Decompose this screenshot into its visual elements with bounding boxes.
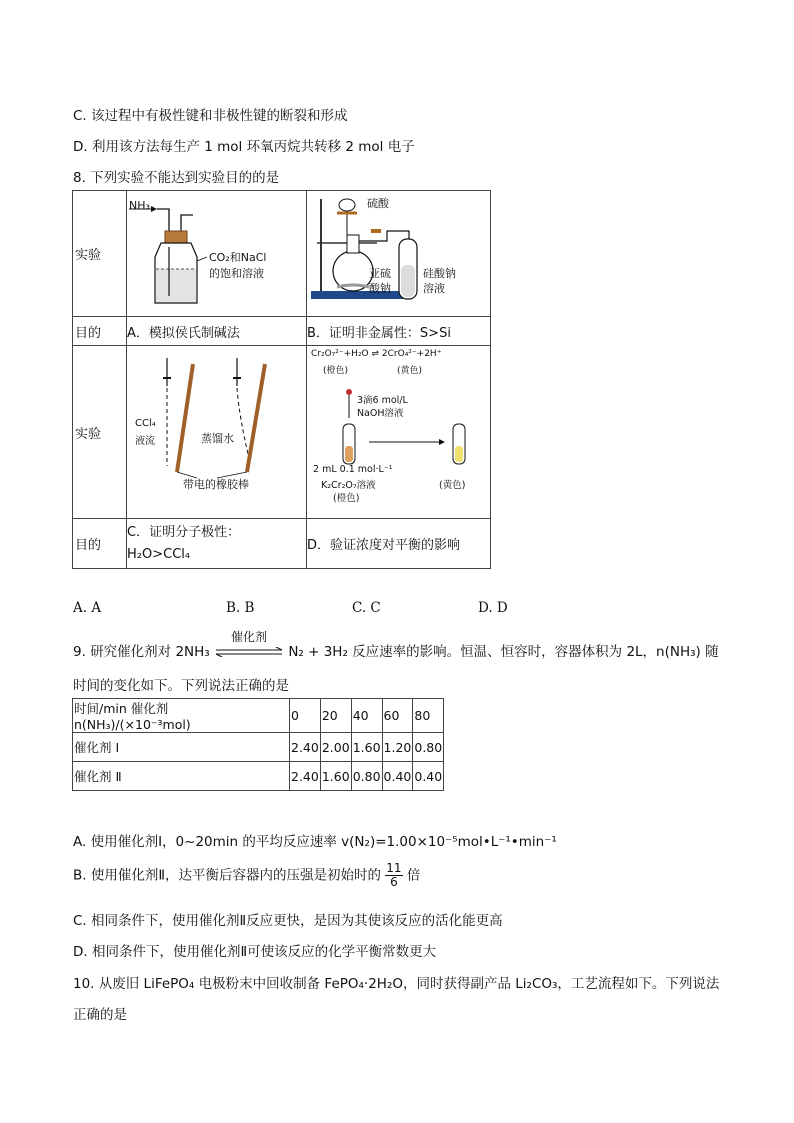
cell: 2.40 (290, 733, 321, 762)
reversible-arrow-icon (214, 647, 284, 657)
q8-answer-c: C. C (352, 600, 381, 616)
q7-option-c: C. 该过程中有极性键和非极性键的断裂和形成 (73, 108, 348, 124)
q8-experiment-table (72, 190, 491, 569)
cell: 0.40 (382, 762, 413, 791)
q9-option-b (73, 862, 420, 889)
figure-b-cell (307, 191, 491, 317)
q9-data-table (72, 698, 444, 791)
row-label-experiment: 实验 (73, 191, 127, 317)
row-label-experiment-2: 实验 (73, 346, 127, 519)
q9-option-c: C. 相同条件下，使用催化剂Ⅱ反应更快，是因为其使该反应的活化能更高 (73, 913, 503, 929)
q8-answer-b: B. B (226, 600, 255, 616)
label-orange-1: (橙色) (323, 366, 349, 376)
catalyst-label: 催化剂 (231, 630, 268, 644)
q9-option-b-text: B. 使用催化剂Ⅱ，达平衡后容器内的压强是初始时的 (73, 867, 381, 884)
goal-c-line1: C．证明分子极性： (127, 524, 241, 540)
q8-stem: 8. 下列实验不能达到实验目的的是 (73, 170, 280, 186)
label-orange-2: (橙色) (333, 493, 360, 504)
label-co2-nacl: CO₂和NaCl (209, 251, 267, 264)
catalyst-arrow (214, 630, 284, 660)
time-60: 60 (382, 699, 413, 733)
cell: 0.80 (413, 733, 444, 762)
row-label-goal: 目的 (73, 317, 127, 346)
goal-c (127, 519, 307, 569)
fraction-denominator: 6 (390, 875, 398, 889)
cell: 1.20 (382, 733, 413, 762)
q9-option-d: D. 相同条件下，使用催化剂Ⅱ可使该反应的化学平衡常数更大 (73, 944, 437, 960)
cell: 1.60 (351, 733, 382, 762)
figure-d-cell (307, 346, 491, 519)
fraction-numerator: 11 (386, 861, 402, 875)
row-label-goal-2: 目的 (73, 519, 127, 569)
label-saturated-solution: 的饱和溶液 (209, 267, 264, 280)
label-yellow-2: (黄色) (439, 480, 466, 491)
label-dichromate: K₂Cr₂O₇溶液 (321, 480, 376, 491)
cell: 2.00 (320, 733, 351, 762)
label-sulfuric-acid: 硫酸 (367, 197, 389, 210)
time-80: 80 (413, 699, 444, 733)
label-yellow-1: (黄色) (397, 366, 423, 376)
label-sodium-sulfite-2: 酸钠 (369, 282, 391, 295)
catalyst-2-label: 催化剂 Ⅱ (73, 762, 290, 791)
figure-a-cell (127, 191, 307, 317)
time-40: 40 (351, 699, 382, 733)
table-header-label: 时间/min 催化剂 n(NH₃)/(×10⁻³mol) (73, 699, 290, 733)
label-distilled-water: 蒸馏水 (201, 432, 234, 445)
q9-stem-a: 9. 研究催化剂对 2NH₃ (73, 644, 210, 660)
time-20: 20 (320, 699, 351, 733)
label-sodium-sulfite-1: 亚硫 (369, 267, 391, 280)
q8-answer-d: D. D (478, 600, 508, 616)
catalyst-1-label: 催化剂 Ⅰ (73, 733, 290, 762)
cell: 2.40 (290, 762, 321, 791)
cell: 0.80 (351, 762, 382, 791)
q9-stem-b: N₂ + 3H₂ 反应速率的影响。恒温、恒容时，容器体积为 2L，n(NH₃) 随 (288, 644, 719, 660)
label-volume-conc: 2 mL 0.1 mol·L⁻¹ (313, 464, 393, 475)
q10-stem-line1: 10. 从废旧 LiFePO₄ 电极粉末中回收制备 FePO₄·2H₂O，同时获得副产品 Li₂CO₃，工艺流程如下。下列说法 (73, 976, 720, 992)
q9-option-b-suffix: 倍 (406, 867, 421, 884)
q9-stem-line2: 时间的变化如下。下列说法正确的是 (73, 678, 289, 694)
q7-option-d: D. 利用该方法每生产 1 mol 环氧丙烷共转移 2 mol 电子 (73, 139, 415, 155)
q9-option-a: A. 使用催化剂Ⅰ，0~20min 的平均反应速率 v(N₂)=1.00×10⁻⁵mol•L⁻¹•min⁻¹ (73, 834, 557, 850)
label-equation: Cr₂O₇²⁻+H₂O ⇌ 2CrO₄²⁻+2H⁺ (311, 349, 442, 359)
label-naoh-drops: 3滴6 mol/L (357, 395, 408, 406)
figure-c-cell (127, 346, 307, 519)
label-sodium-silicate-2: 溶液 (423, 282, 445, 295)
goal-b: B．证明非金属性：S>Si (307, 317, 491, 346)
flask-apparatus-figure (307, 191, 490, 312)
label-ccl4: CCl₄ (135, 418, 156, 429)
label-liquid-stream: 液流 (135, 436, 155, 447)
label-charged-rod: 带电的橡胶棒 (183, 478, 249, 491)
q9-stem-line1 (73, 630, 719, 660)
label-nh3: NH₃ (129, 199, 150, 212)
q10-stem-line2: 正确的是 (73, 1007, 127, 1023)
goal-c-line2: H₂O>CCl₄ (127, 546, 191, 562)
fraction (385, 862, 402, 889)
goal-a: A．模拟侯氏制碱法 (127, 317, 307, 346)
label-naoh-solution: NaOH溶液 (357, 408, 404, 419)
cell: 0.40 (413, 762, 444, 791)
cell: 1.60 (320, 762, 351, 791)
goal-d: D．验证浓度对平衡的影响 (307, 519, 491, 569)
time-0: 0 (290, 699, 321, 733)
q8-answer-a: A. A (73, 600, 102, 616)
label-sodium-silicate-1: 硅酸钠 (423, 267, 456, 280)
